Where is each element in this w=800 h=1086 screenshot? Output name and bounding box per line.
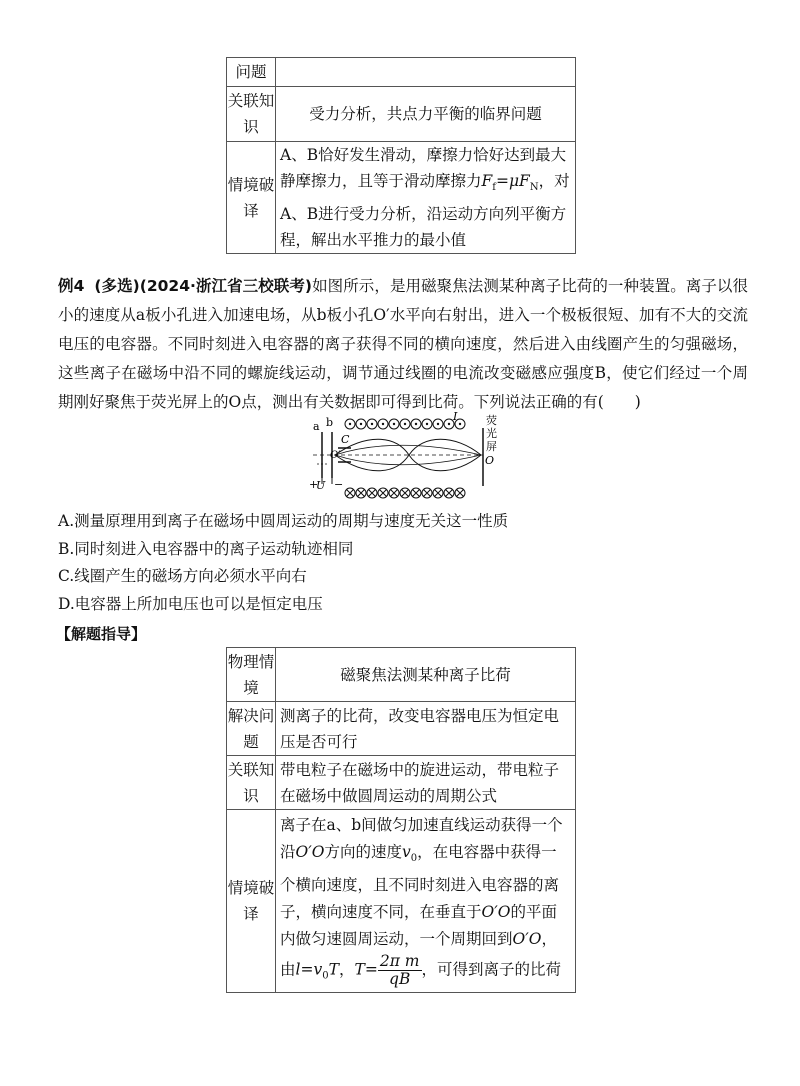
row-value: 受力分析，共点力平衡的临界问题 bbox=[276, 87, 576, 142]
table-row bbox=[227, 702, 576, 756]
row-value: 磁聚焦法测某种离子比荷 bbox=[276, 648, 576, 702]
label-screen-1: 荧 bbox=[486, 414, 497, 427]
example-tag: 例4 bbox=[58, 277, 85, 295]
label-b: b bbox=[326, 416, 334, 429]
coil-cross-mark bbox=[402, 490, 409, 497]
coil-dot-center bbox=[393, 423, 395, 425]
coil-cross-mark bbox=[347, 490, 354, 497]
option-a: A.测量原理用到离子在磁场中圆周运动的周期与速度无关这一性质 bbox=[58, 512, 509, 530]
row-value: 测离子的比荷，改变电容器电压为恒定电压是否可行 bbox=[276, 702, 576, 756]
table-row bbox=[227, 58, 576, 87]
table-row bbox=[227, 756, 576, 810]
period-fraction: $\frac{\text{2π m}}{qB}$ bbox=[379, 952, 420, 989]
coil-dot-center bbox=[426, 423, 428, 425]
coil-dot-center bbox=[382, 423, 384, 425]
analysis-table-1 bbox=[226, 57, 576, 254]
row-value: 离子在a、b间做匀加速直线运动获得一个沿O′O方向的速度$v_0$，在电容器中获得一个横向速度，且不同时刻进入电容器的离子，横向速度不同，在垂直于O′O的平面内做匀速圆周运动，一个周期回到O′O，由$l=v_0T$，T= $\frac{\text{2π m}}{qB}$ ，可得到离子的比荷 bbox=[276, 810, 576, 993]
coil-dot-center bbox=[448, 423, 450, 425]
coil-cross-mark bbox=[369, 490, 376, 497]
coil-cross-mark bbox=[391, 490, 398, 497]
coil-cross-mark bbox=[435, 490, 442, 497]
label-a: a bbox=[313, 420, 320, 433]
label-plus: + bbox=[309, 478, 319, 491]
option-d: D.电容器上所加电压也可以是恒定电压 bbox=[58, 595, 323, 613]
coil-dot-center bbox=[349, 423, 351, 425]
example-text: 如图所示，是用磁聚焦法测某种离子比荷的一种装置。离子以很小的速度从a板小孔进入加速电场，从b板小孔O′水平向右射出，进入一个极板很短、加有不大的交流电压的电容器。不同时刻进入电容器的离子获得不同的横向速度，然后进入由线圈产生的匀强磁场，这些离子在磁场中沿不同的螺旋线运动，调节通过线圈的电流改变磁感应强度B，使它们经过一个周期刚好聚焦于荧光屏上的O点，测出有关数据即可得到比荷。下列说法正确的有( ) bbox=[58, 277, 748, 411]
coil-dot-center bbox=[459, 423, 461, 425]
label-I: I bbox=[453, 410, 458, 423]
coil-dot-center bbox=[415, 423, 417, 425]
coil-dot-center bbox=[360, 423, 362, 425]
coil-cross-mark bbox=[446, 490, 453, 497]
label-U: U bbox=[316, 479, 326, 492]
label-O: O bbox=[485, 454, 495, 467]
coil-cross-mark bbox=[424, 490, 431, 497]
label-O-prime: O′ bbox=[330, 450, 341, 461]
row-value: A、B恰好发生滑动，摩擦力恰好达到最大静摩擦力，且等于滑动摩擦力$F_f=\mu F_N$，对A、B进行受力分析，沿运动方向列平衡方程，解出水平推力的最小值 bbox=[276, 142, 576, 254]
row-label: 关联知识 bbox=[227, 756, 276, 810]
label-minus: − bbox=[334, 478, 344, 491]
row-value bbox=[276, 58, 576, 87]
coil-top-circles bbox=[345, 419, 465, 429]
row-label: 解决问题 bbox=[227, 702, 276, 756]
label-C: C bbox=[341, 433, 350, 446]
table-row bbox=[227, 810, 576, 993]
row-value: 带电粒子在磁场中的旋进运动，带电粒子在磁场中做圆周运动的周期公式 bbox=[276, 756, 576, 810]
example-source: (2024·浙江省三校联考) bbox=[139, 277, 313, 295]
row-label: 关联知识 bbox=[227, 87, 276, 142]
magnetic-focusing-figure bbox=[305, 406, 505, 506]
guide-heading: 【解题指导】 bbox=[56, 625, 147, 643]
coil-cross-mark bbox=[413, 490, 420, 497]
row-label: 物理情境 bbox=[227, 648, 276, 702]
coil-cross-mark bbox=[358, 490, 365, 497]
row-label: 情境破译 bbox=[227, 142, 276, 254]
coil-dot-center bbox=[371, 423, 373, 425]
coil-cross-mark bbox=[380, 490, 387, 497]
example-stem bbox=[58, 272, 748, 417]
coil-bottom-crosses bbox=[345, 488, 465, 498]
option-c: C.线圈产生的磁场方向必须水平向右 bbox=[58, 567, 307, 585]
table-row bbox=[227, 142, 576, 254]
coil-dot-center bbox=[404, 423, 406, 425]
row-label: 情境破译 bbox=[227, 810, 276, 993]
coil-cross-mark bbox=[457, 490, 464, 497]
label-screen-3: 屏 bbox=[486, 440, 497, 453]
coil-dot-center bbox=[437, 423, 439, 425]
row-label: 问题 bbox=[227, 58, 276, 87]
example-type: (多选) bbox=[94, 277, 140, 295]
table-row bbox=[227, 87, 576, 142]
label-screen-2: 光 bbox=[486, 427, 497, 440]
analysis-table-2 bbox=[226, 647, 576, 993]
table-row bbox=[227, 648, 576, 702]
option-b: B.同时刻进入电容器中的离子运动轨迹相同 bbox=[58, 540, 354, 558]
